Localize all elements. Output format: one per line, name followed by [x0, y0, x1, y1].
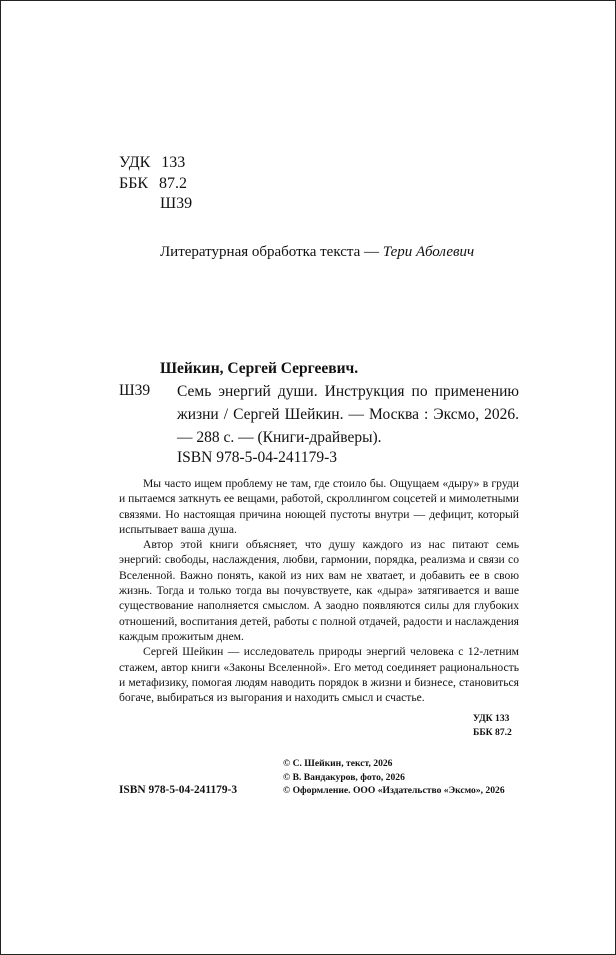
author-heading: Шейкин, Сергей Сергеевич.: [160, 360, 359, 377]
bbk-value: 87.2: [159, 175, 188, 192]
udk-line: [119, 152, 185, 173]
credit-name: Тери Аболевич: [382, 244, 475, 260]
author-sign-top: Ш39: [160, 195, 193, 212]
annotation-paragraph: Автор этой книги объясняет, что душу каждого из нас питают семь энергий: свободы, наслаждения, любви, гармонии, порядка, реализма и связи со Вселенной. Важно понять, какой из них вам не хватает, и добавить ее в свою жизнь. Тогда и только тогда вы почувствуете, как «дыра» затягивается и ваше существование наполняется смыслом. А заодно появляются силы для глубоких отношений, воспитания детей, работы с полной отдачей, радости и наслаждения каждым прожитым днем.: [119, 538, 519, 643]
copyright-block: [283, 757, 505, 798]
isbn-main: ISBN 978-5-04-241179-3: [177, 449, 338, 466]
bbk-label: ББК: [119, 175, 149, 192]
bibliographic-description: Семь энергий души. Инструкция по применению жизни / Сергей Шейкин. — Москва : Эксмо, 2026. — 288 с. — (Книги-драйверы).: [177, 383, 519, 446]
copyright-photo: © В. Вандакуров, фото, 2026: [283, 771, 405, 783]
isbn-bottom: ISBN 978-5-04-241179-3: [119, 784, 238, 796]
author-sign-bibliographic: Ш39: [119, 382, 151, 399]
annotation: [119, 476, 519, 705]
udk-value: 133: [161, 154, 186, 171]
bbk-line: [119, 173, 187, 194]
credit-prefix: Литературная обработка текста —: [160, 244, 383, 260]
copyright-design: © Оформление. ООО «Издательство «Эксмо», 2026: [283, 785, 505, 796]
copyright-text: © С. Шейкин, текст, 2026: [283, 758, 393, 769]
literary-credit: [160, 244, 474, 261]
udk-label: УДК: [119, 154, 151, 171]
udk-short: УДК 133: [473, 713, 510, 724]
annotation-paragraph: Мы часто ищем проблему не там, где стоило бы. Ощущаем «дыру» в груди и пытаемся заткнуть ее вещами, работой, скроллингом соцсетей и мимолетными связями. Но настоящая причина ноющей пустоты внутри — дефицит, который испытывает ваша душа.: [119, 477, 519, 536]
bbk-short: ББК 87.2: [473, 727, 512, 738]
annotation-paragraph: Сергей Шейкин — исследователь природы энергий человека с 12-летним стажем, автор книги «Законы Вселенной». Его метод соединяет рациональность и метафизику, помогая людям наводить порядок в жизни и бизнесе, становиться богаче, выбираться из выгорания и находить смысл и счастье.: [119, 645, 519, 705]
bibliographic-description-first: [177, 380, 519, 449]
